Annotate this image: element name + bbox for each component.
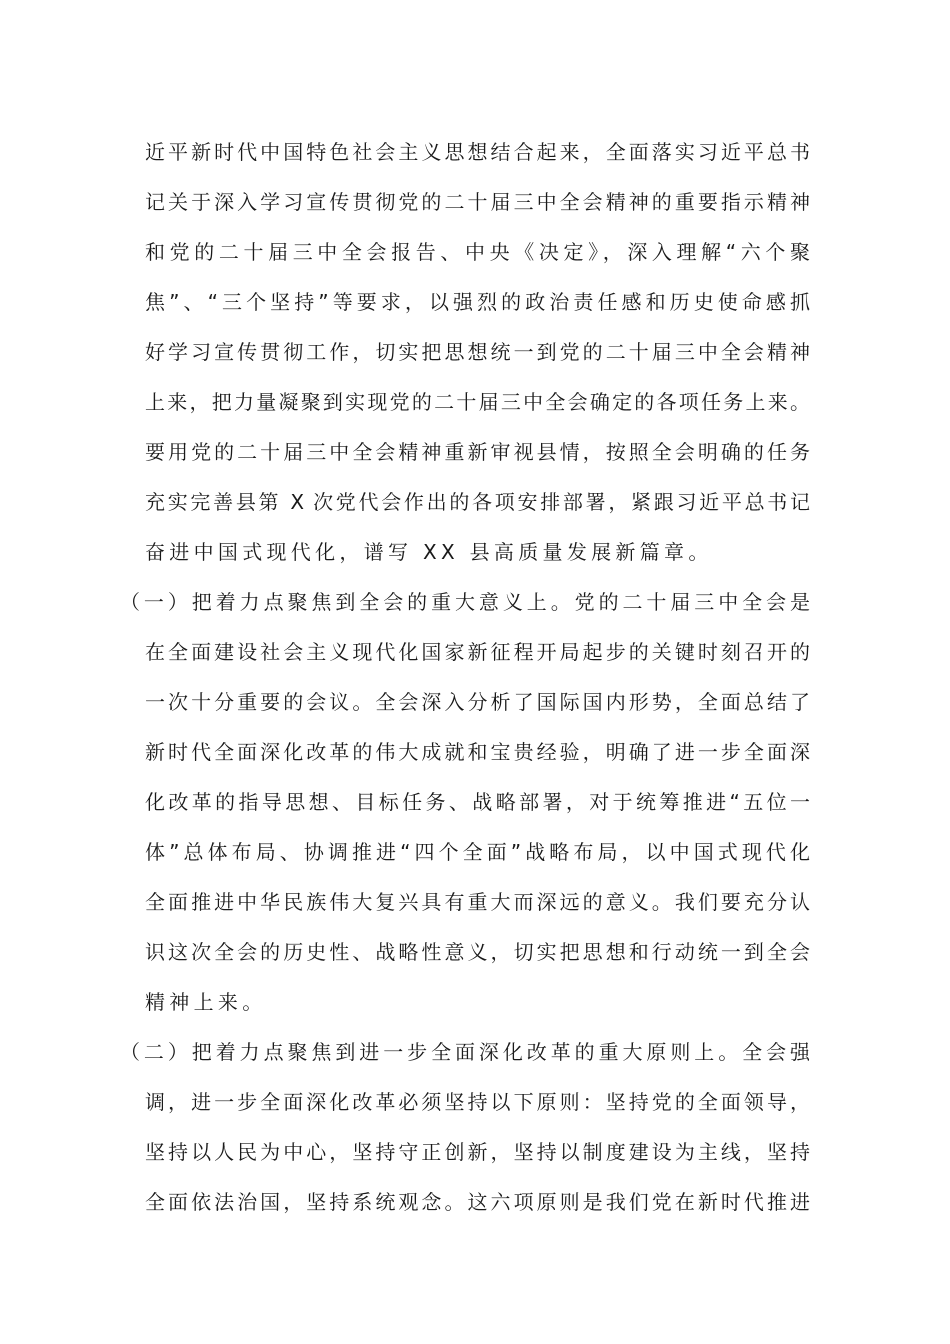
body-text-line: 新时代全面深化改革的伟大成就和宝贵经验，明确了进一步全面深 <box>145 740 810 764</box>
section-heading-line-2: （二）把着力点聚焦到进一步全面深化改革的重大原则上。全会强 <box>120 1040 810 1064</box>
body-text-line: 充实完善县第 X 次党代会作出的各项安排部署，紧跟习近平总书记 <box>145 490 810 514</box>
body-text-line: 上来，把力量凝聚到实现党的二十届三中全会确定的各项任务上来。 <box>145 390 810 414</box>
body-text-line: 全面依法治国，坚持系统观念。这六项原则是我们党在新时代推进 <box>145 1190 810 1214</box>
paragraph-end-line: 精神上来。 <box>145 990 267 1014</box>
body-text-line: 全面推进中华民族伟大复兴具有重大而深远的意义。我们要充分认 <box>145 890 810 914</box>
body-text-line: 焦”、“三个坚持”等要求，以强烈的政治责任感和历史使命感抓 <box>145 290 810 314</box>
body-text-line: 在全面建设社会主义现代化国家新征程开局起步的关键时刻召开的 <box>145 640 810 664</box>
body-text-line: 体”总体布局、协调推进“四个全面”战略布局，以中国式现代化 <box>145 840 810 864</box>
body-text-line: 记关于深入学习宣传贯彻党的二十届三中全会精神的重要指示精神 <box>145 190 810 214</box>
body-text-line: 坚持以人民为中心，坚持守正创新，坚持以制度建设为主线，坚持 <box>145 1140 810 1164</box>
section-heading-line-1: （一）把着力点聚焦到全会的重大意义上。党的二十届三中全会是 <box>120 590 810 614</box>
body-text-line: 化改革的指导思想、目标任务、战略部署，对于统筹推进“五位一 <box>145 790 810 814</box>
body-text-line: 一次十分重要的会议。全会深入分析了国际国内形势，全面总结了 <box>145 690 810 714</box>
body-text-line: 识这次全会的历史性、战略性意义，切实把思想和行动统一到全会 <box>145 940 810 964</box>
paragraph-end-line: 奋进中国式现代化，谱写 XX 县高质量发展新篇章。 <box>145 540 713 564</box>
body-text-line: 近平新时代中国特色社会主义思想结合起来，全面落实习近平总书 <box>145 140 810 164</box>
body-text-line: 调，进一步全面深化改革必须坚持以下原则：坚持党的全面领导， <box>145 1090 810 1114</box>
body-text-line: 和党的二十届三中全会报告、中央《决定》，深入理解“六个聚 <box>145 240 810 264</box>
body-text-line: 好学习宣传贯彻工作，切实把思想统一到党的二十届三中全会精神 <box>145 340 810 364</box>
body-text-line: 要用党的二十届三中全会精神重新审视县情，按照全会明确的任务 <box>145 440 810 464</box>
